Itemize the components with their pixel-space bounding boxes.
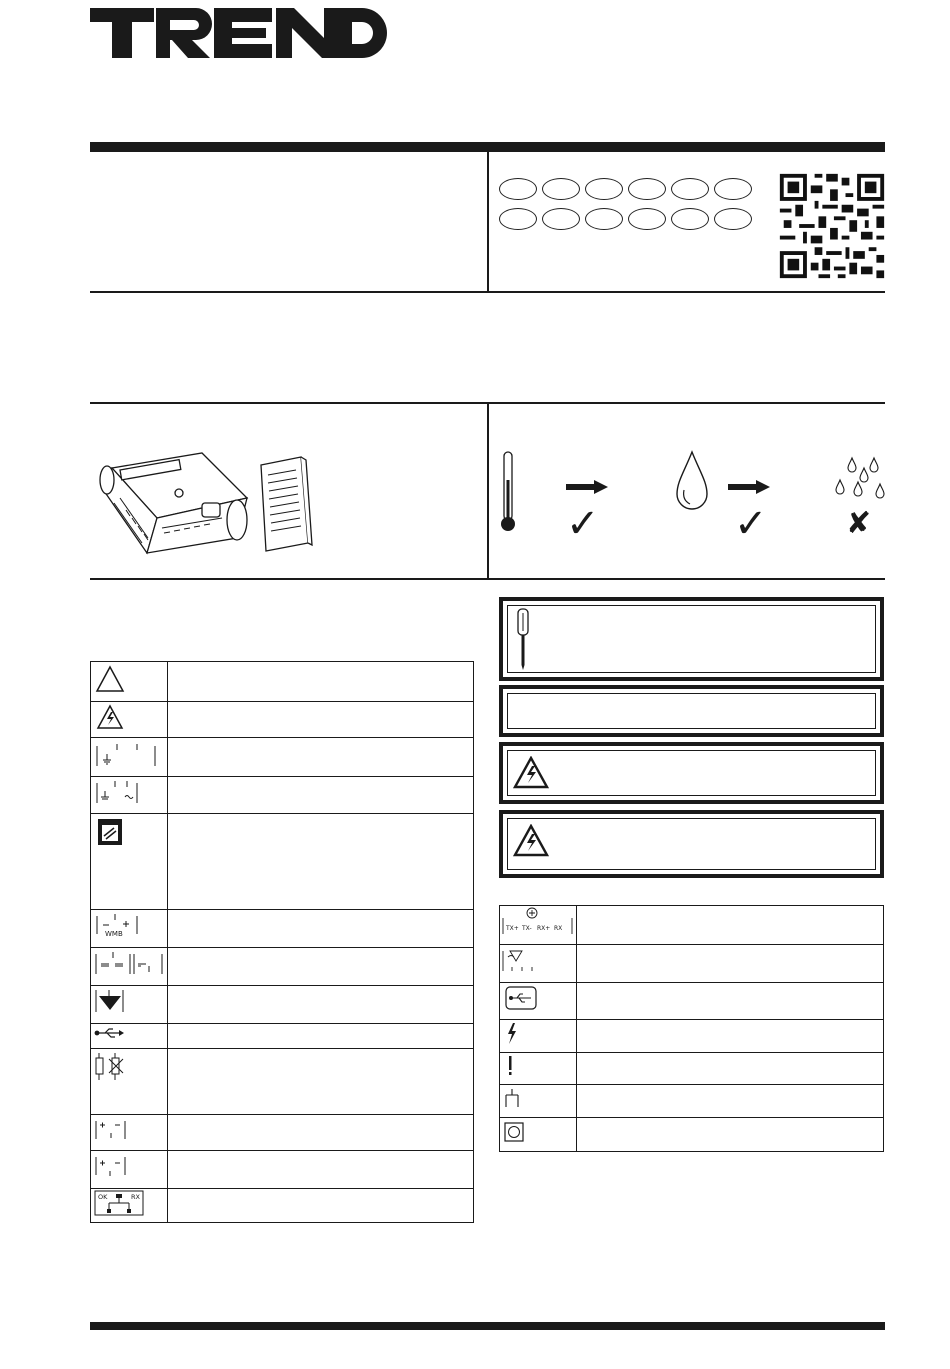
digital-input-icon <box>91 986 167 1018</box>
warning-triangle-icon <box>91 662 167 696</box>
qr-code[interactable] <box>776 170 888 282</box>
network-branch-icon <box>500 1085 576 1112</box>
earth-terminal-icon <box>91 738 167 771</box>
electric-warning-box-2 <box>499 810 884 878</box>
controller-device-illustration <box>92 448 252 568</box>
symbol-description <box>577 906 884 945</box>
earth-ac-terminal-icon <box>91 777 167 808</box>
notice-box <box>499 685 884 737</box>
symbol-description <box>577 983 884 1020</box>
svg-text:WMB: WMB <box>105 930 123 938</box>
check-icon: ✓ <box>734 501 768 547</box>
symbol-cell <box>91 702 168 738</box>
symbol-description <box>168 910 474 948</box>
svg-text:RX: RX <box>131 1193 140 1201</box>
svg-text:TX+: TX+ <box>506 925 519 932</box>
language-oval[interactable] <box>628 178 666 200</box>
electric-shock-icon <box>513 824 549 858</box>
footer-rule <box>90 1322 885 1330</box>
rain-drops-icon <box>832 456 890 504</box>
symbol-cell <box>91 1024 168 1049</box>
symbol-cell <box>500 983 577 1020</box>
symbol-description <box>168 1115 474 1151</box>
exclamation-icon <box>500 1053 576 1079</box>
symbol-cell <box>91 1151 168 1189</box>
language-oval[interactable] <box>542 178 580 200</box>
symbol-description <box>577 945 884 983</box>
thermistor-icon <box>91 1049 167 1089</box>
symbol-cell <box>91 948 168 986</box>
symbol-cell <box>500 1020 577 1053</box>
arrow-right-icon <box>566 480 608 494</box>
instruction-booklet-illustration <box>256 455 316 555</box>
plus-minus-terminal-2-icon <box>91 1151 167 1183</box>
symbol-cell <box>91 777 168 814</box>
language-oval[interactable] <box>585 208 623 230</box>
svg-text:RX+: RX+ <box>537 925 551 932</box>
header-bottom-rule <box>90 291 885 293</box>
electric-shock-icon <box>513 756 549 790</box>
check-icon: ✓ <box>566 501 600 547</box>
screwdriver-icon <box>513 607 533 671</box>
symbol-description <box>168 948 474 986</box>
symbol-description <box>577 1085 884 1118</box>
button-square-icon <box>500 1118 576 1146</box>
electric-warning-box <box>499 742 884 804</box>
network-wire-icon <box>91 814 167 854</box>
wmb-terminal-icon <box>91 910 167 942</box>
symbol-cell <box>91 662 168 702</box>
symbol-description <box>577 1118 884 1152</box>
language-oval[interactable] <box>585 178 623 200</box>
language-oval[interactable] <box>499 208 537 230</box>
symbol-description <box>168 1151 474 1189</box>
language-oval[interactable] <box>714 208 752 230</box>
header-divider <box>487 152 489 292</box>
language-ovals <box>499 178 759 230</box>
symbol-cell <box>91 1115 168 1151</box>
symbol-description <box>168 1049 474 1115</box>
right-symbol-table <box>499 905 884 1152</box>
symbol-cell <box>91 814 168 910</box>
tool-notice-box <box>499 597 884 681</box>
ok-rx-connector-icon <box>91 1189 167 1217</box>
language-oval[interactable] <box>671 208 709 230</box>
power-lightning-icon <box>500 1020 576 1047</box>
svg-text:RX: RX <box>554 925 563 932</box>
electric-shock-icon <box>91 702 167 732</box>
symbol-description <box>168 1189 474 1223</box>
tx-rx-icon <box>500 906 576 939</box>
symbol-cell <box>91 910 168 948</box>
dc-supply-icon <box>91 948 167 980</box>
symbol-cell <box>500 945 577 983</box>
svg-text:OK: OK <box>98 1193 108 1201</box>
symbol-description <box>168 777 474 814</box>
symbol-description <box>168 1024 474 1049</box>
trend-logo <box>90 4 390 62</box>
language-oval[interactable] <box>714 178 752 200</box>
water-drop-icon <box>674 450 710 512</box>
symbol-description <box>577 1053 884 1085</box>
left-symbol-table <box>90 661 474 1223</box>
header-top-rule <box>90 142 885 152</box>
usb-icon <box>91 1024 167 1043</box>
symbol-description <box>168 702 474 738</box>
symbol-description <box>168 738 474 777</box>
arrow-right-icon <box>728 480 770 494</box>
language-oval[interactable] <box>542 208 580 230</box>
symbol-cell <box>91 986 168 1024</box>
svg-text:TX-: TX- <box>522 925 532 932</box>
language-oval[interactable] <box>671 178 709 200</box>
language-oval[interactable] <box>628 208 666 230</box>
thermometer-icon <box>498 450 518 534</box>
language-oval[interactable] <box>499 178 537 200</box>
symbol-cell <box>91 1049 168 1115</box>
symbol-description <box>577 1020 884 1053</box>
symbol-cell <box>91 738 168 777</box>
signal-icon <box>500 945 576 977</box>
symbol-cell <box>91 1189 168 1223</box>
symbol-cell <box>500 906 577 945</box>
cross-icon: ✘ <box>846 506 872 541</box>
symbol-cell <box>500 1118 577 1152</box>
symbol-description <box>168 662 474 702</box>
symbol-cell <box>500 1053 577 1085</box>
symbol-description <box>168 986 474 1024</box>
symbol-cell <box>500 1085 577 1118</box>
symbol-description <box>168 814 474 910</box>
device-box-divider <box>487 402 489 580</box>
usb-port-icon <box>500 983 576 1014</box>
device-box-bottom-rule <box>90 578 885 580</box>
plus-minus-terminal-icon <box>91 1115 167 1145</box>
